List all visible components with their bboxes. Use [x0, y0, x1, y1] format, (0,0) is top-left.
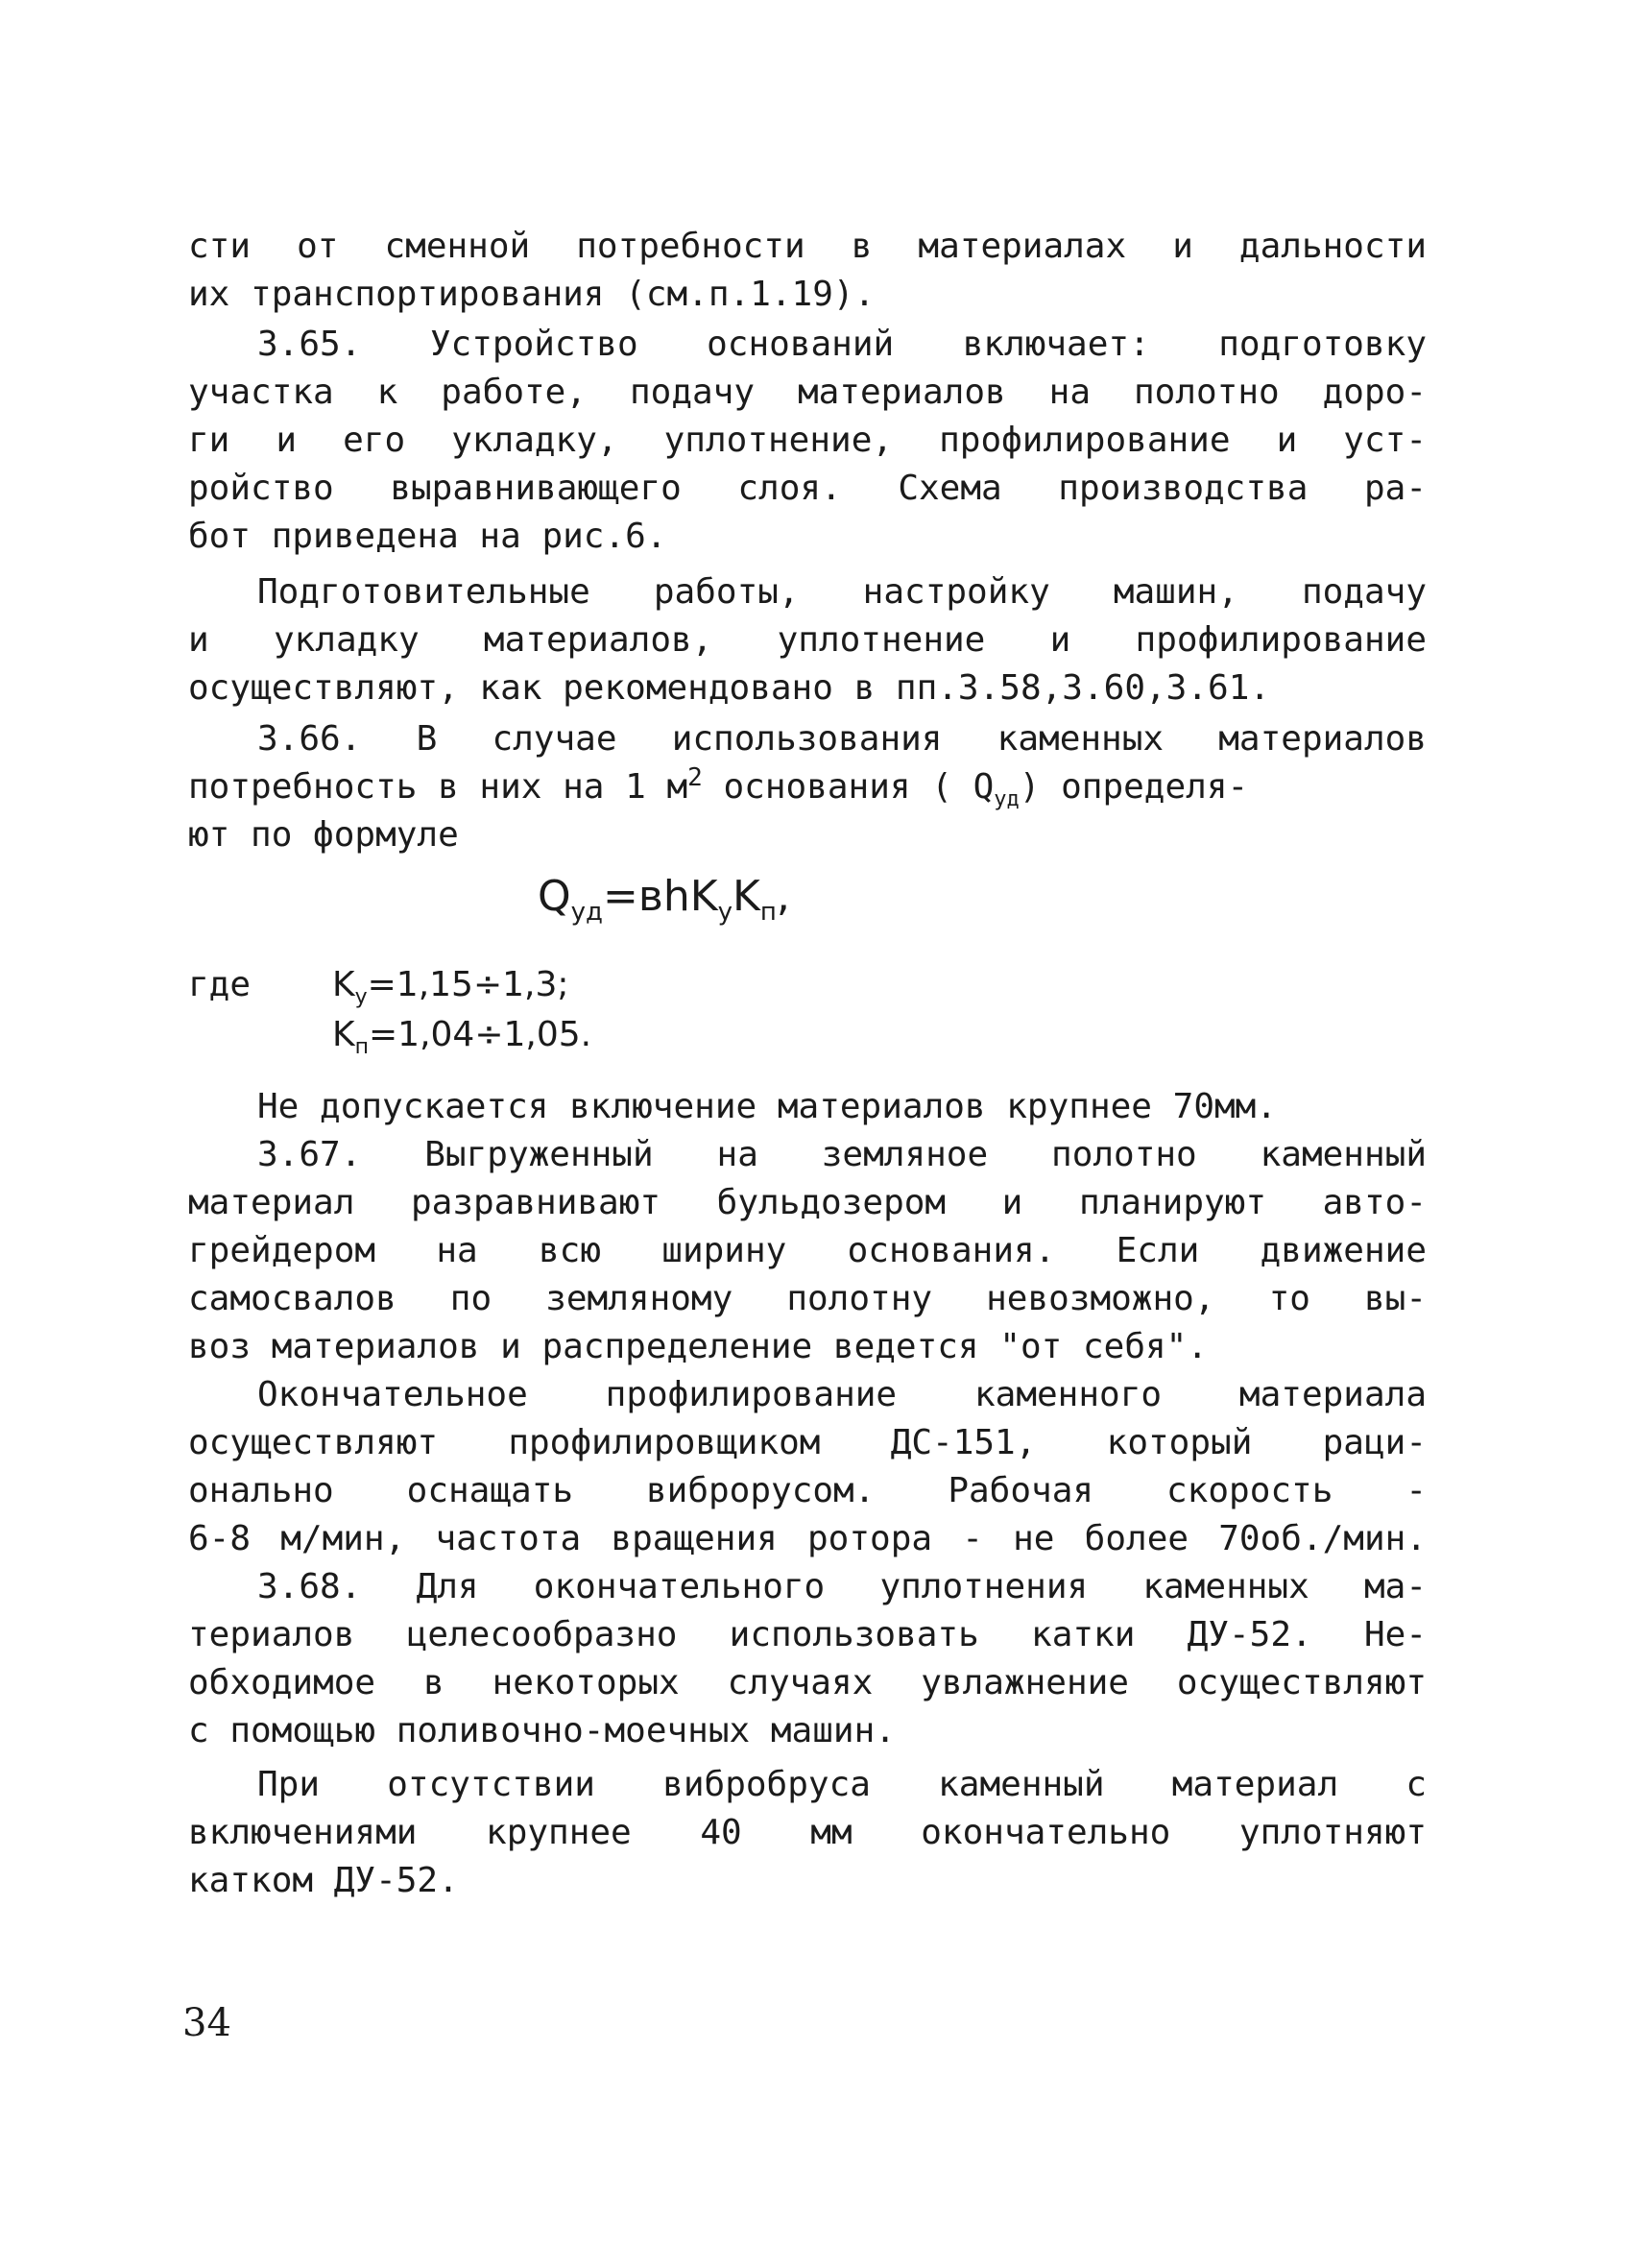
- text-line: осуществляют, как рекомендовано в пп.3.58,3.60,3.61.: [188, 668, 1271, 708]
- text-line: Не допускается включение материалов крупнее 70мм.: [257, 1087, 1278, 1126]
- text-line: сти от сменной потребности в материалах и дальности: [188, 227, 1427, 266]
- text-line: 6-8 м/мин, частота вращения ротора - не более 70об./мин.: [188, 1519, 1427, 1558]
- text-line: 3.65. Устройство оснований включает: подготовку: [257, 325, 1427, 364]
- text-line: их транспортирования (см.п.1.19).: [188, 275, 876, 314]
- definition-row: где $K_у=1,15\div 1,3$;: [188, 960, 1148, 1010]
- paragraph-profiling: [188, 1371, 1427, 1755]
- text-line: осуществляют профилировщиком ДС-151, который раци-: [188, 1423, 1427, 1462]
- paragraph-preparatory-works: [188, 568, 1427, 712]
- definition-row: $K_п=1,04\div 1,05$.: [332, 1015, 592, 1060]
- text-line: 3.66. В случае использования каменных материалов: [257, 719, 1427, 759]
- text-line: катком ДУ-52.: [188, 1861, 459, 1900]
- text-line: материал разравнивают бульдозером и планируют авто-: [188, 1183, 1427, 1222]
- where-label: где: [188, 965, 252, 1004]
- text-line: Окончательное профилирование каменного материала: [257, 1375, 1427, 1414]
- text-line: териалов целесообразно использовать катки ДУ-52. Не-: [188, 1615, 1427, 1654]
- paragraph-3-65: [188, 321, 1427, 561]
- paragraph-continuation: [188, 223, 1427, 319]
- text-line: участка к работе, подачу материалов на полотно доро-: [188, 373, 1427, 412]
- text-line: бот приведена на рис.6.: [188, 517, 667, 556]
- text-line: обходимое в некоторых случаях увлажнение осуществляют: [188, 1663, 1427, 1702]
- text-line: 3.68. Для окончательного уплотнения каменных ма-: [257, 1567, 1427, 1606]
- text-line: ют по формуле: [188, 815, 459, 855]
- paragraph-no-vibrobeam: [188, 1761, 1427, 1905]
- text-line: ги и его укладку, уплотнение, профилирование и уст-: [188, 421, 1427, 460]
- text-line: самосвалов по земляному полотну невозможно, то вы-: [188, 1279, 1427, 1318]
- text-line: потребность в них на 1 $м^2$ основания ( $Q_{уд}$) определя-: [188, 763, 1249, 812]
- formula: $Q_{уд}=вhK_уK_п$,: [538, 872, 790, 927]
- text-line: с помощью поливочно-моечных машин.: [188, 1711, 896, 1750]
- text-line: грейдером на всю ширину основания. Если движение: [188, 1231, 1427, 1270]
- paragraph-3-67: [188, 1083, 1427, 1371]
- text-line: онально оснащать виброрусом. Рабочая скорость -: [188, 1471, 1427, 1510]
- text-line: включениями крупнее 40 мм окончательно уплотняют: [188, 1813, 1427, 1852]
- text-line: 3.67. Выгруженный на земляное полотно каменный: [257, 1135, 1427, 1174]
- text-line: При отсутствии вибробруса каменный материал с: [257, 1765, 1427, 1804]
- formula-definitions: [188, 960, 1148, 1060]
- text-line: и укладку материалов, уплотнение и профилирование: [188, 620, 1427, 660]
- text-line: воз материалов и распределение ведется "от себя".: [188, 1327, 1209, 1366]
- page-number: 34: [182, 2001, 231, 2045]
- text-line: Подготовительные работы, настройку машин, подачу: [257, 572, 1427, 612]
- text-line: ройство выравнивающего слоя. Схема производства ра-: [188, 469, 1427, 508]
- paragraph-3-66: [188, 715, 1427, 859]
